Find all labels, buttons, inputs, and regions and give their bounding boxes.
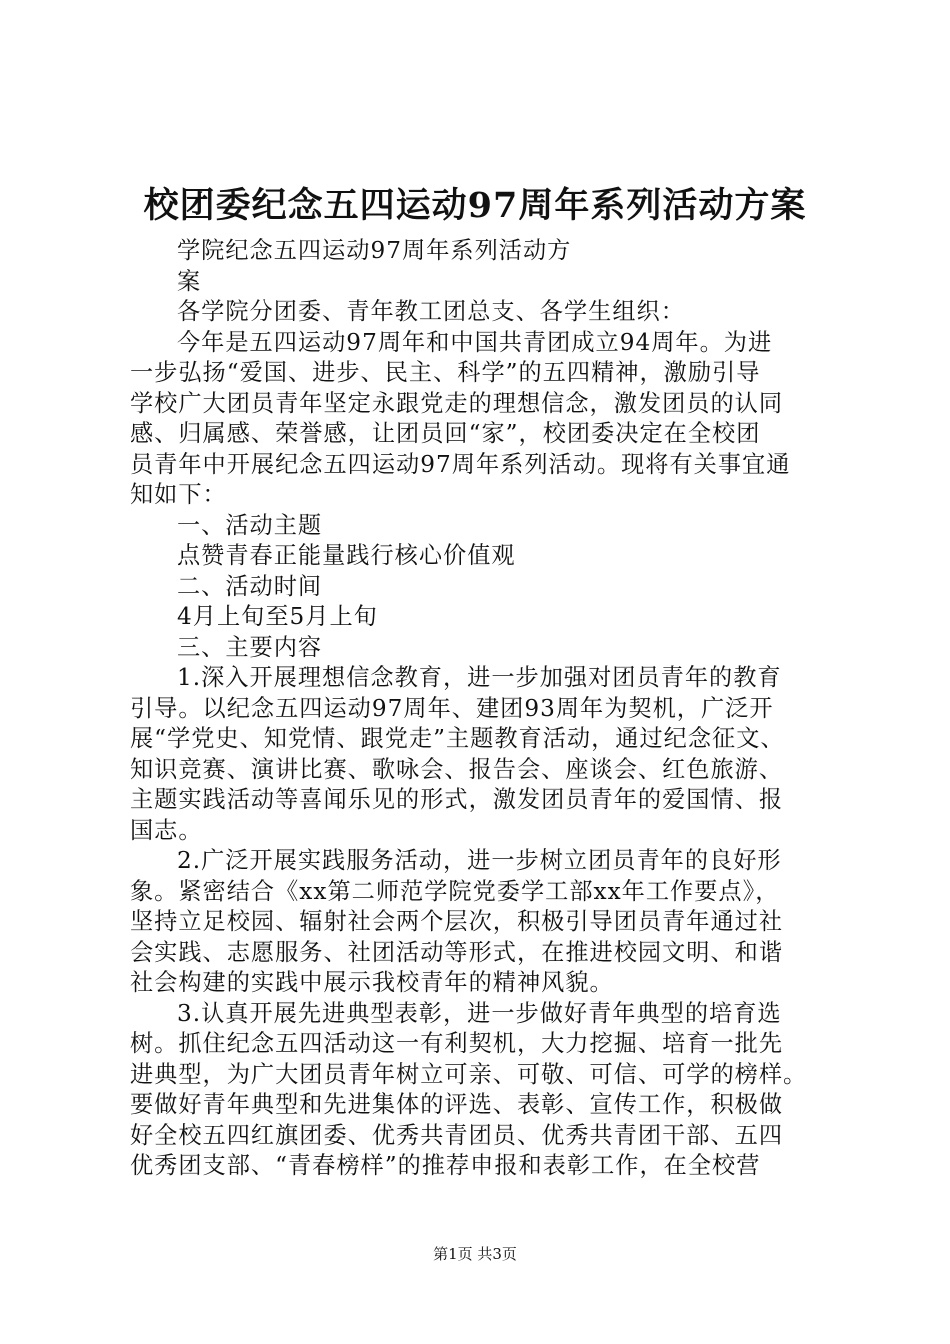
body-line: 象。紧密结合《xx第二师范学院党委学工部xx年工作要点》， — [130, 877, 780, 905]
body-line: 好全校五四红旗团委、优秀共青团员、优秀共青团干部、五四 — [130, 1121, 784, 1149]
body-line: 树。抓住纪念五四活动这一有利契机，大力挖掘、培育一批先 — [130, 1030, 784, 1057]
body-line: 1.深入开展理想信念教育，进一步加强对团员青年的教育 — [177, 664, 782, 691]
body-line: 一、活动主题 — [177, 511, 323, 539]
body-line: 知如下： — [130, 481, 227, 508]
body-line: 社会构建的实践中展示我校青年的精神风貌。 — [130, 969, 614, 996]
body-line: 坚持立足校园、辐射社会两个层次，积极引导团员青年通过社 — [130, 908, 784, 935]
body-line: 各学院分团委、青年教工团总支、各学生组织： — [177, 298, 685, 325]
body-line: 会实践、志愿服务、社团活动等形式，在推进校园文明、和谐 — [130, 938, 784, 966]
body-line: 今年是五四运动97周年和中国共青团成立94周年。为进 — [177, 328, 773, 356]
body-line: 员青年中开展纪念五四运动97周年系列活动。现将有关事宜通 — [130, 450, 791, 478]
body-line: 三、主要内容 — [177, 633, 323, 661]
body-line: 4月上旬至5月上旬 — [177, 603, 378, 630]
body-line: 一步弘扬“爱国、进步、民主、科学”的五四精神，激励引导 — [130, 359, 761, 386]
body-line: 要做好青年典型和先进集体的评选、表彰、宣传工作，积极做 — [130, 1091, 784, 1118]
document-title: 校团委纪念五四运动97周年系列活动方案 — [143, 185, 807, 226]
body-line: 优秀团支部、“青春榜样”的推荐申报和表彰工作，在全校营 — [130, 1152, 761, 1179]
body-line: 展“学党史、知党情、跟党走”主题教育活动，通过纪念征文、 — [130, 725, 785, 752]
body-line: 国志。 — [130, 816, 203, 844]
body-line: 3.认真开展先进典型表彰，进一步做好青年典型的培育选 — [177, 999, 782, 1027]
body-line: 知识竞赛、演讲比赛、歌咏会、报告会、座谈会、红色旅游、 — [130, 755, 784, 783]
body-line: 引导。以纪念五四运动97周年、建团93周年为契机，广泛开 — [130, 694, 774, 722]
body-line: 案 — [177, 267, 202, 295]
body-line: 感、归属感、荣誉感，让团员回“家”，校团委决定在全校团 — [130, 420, 761, 447]
document-body — [130, 236, 830, 1182]
body-line: 学校广大团员青年坚定永跟党走的理想信念，激发团员的认同 — [130, 389, 784, 417]
body-line: 主题实践活动等喜闻乐见的形式，激发团员青年的爱国情、报 — [130, 786, 784, 813]
body-line: 二、活动时间 — [177, 572, 323, 600]
body-line: 进典型，为广大团员青年树立可亲、可敬、可信、可学的榜样。 — [130, 1060, 808, 1088]
body-line: 学院纪念五四运动97周年系列活动方 — [177, 237, 572, 264]
page-indicator: 第1页 共3页 — [433, 1245, 517, 1263]
body-line: 2.广泛开展实践服务活动，进一步树立团员青年的良好形 — [177, 847, 782, 874]
body-line: 点赞青春正能量践行核心价值观 — [177, 542, 516, 569]
